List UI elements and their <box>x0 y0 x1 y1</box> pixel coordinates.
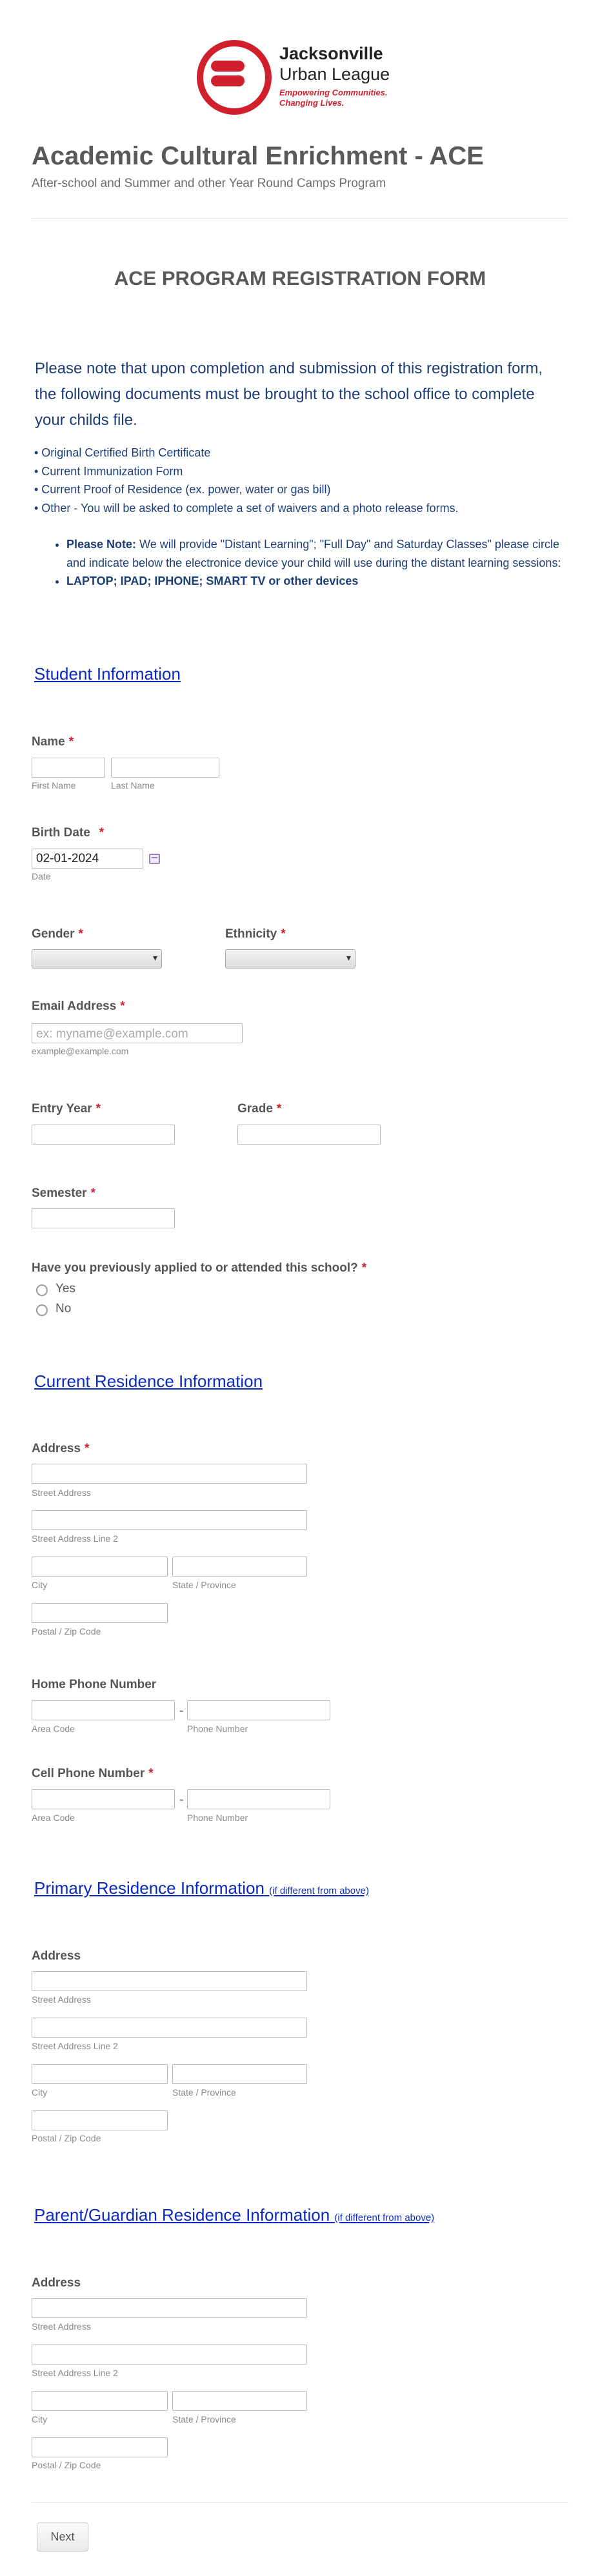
area-code-sublabel: Area Code <box>32 1813 75 1823</box>
city-sublabel: City <box>32 1580 48 1590</box>
note-item <box>66 535 570 572</box>
current-address-label: Address * <box>32 1442 90 1455</box>
state-sublabel: State / Province <box>172 2414 236 2424</box>
section-student-information: Student Information <box>34 664 181 683</box>
street-sublabel: Street Address <box>32 1488 91 1498</box>
birth-date-label: Birth Date * <box>32 826 105 840</box>
email-sublabel: example@example.com <box>32 1046 129 1056</box>
primary-street-input[interactable] <box>32 1971 307 1991</box>
first-name-sublabel: First Name <box>32 780 76 791</box>
section-current-residence: Current Residence Information <box>34 1372 263 1391</box>
street-sublabel: Street Address <box>32 2321 91 2332</box>
street-sublabel: Street Address <box>32 1994 91 2005</box>
city-sublabel: City <box>32 2087 48 2098</box>
street2-sublabel: Street Address Line 2 <box>32 2041 118 2051</box>
birth-date-input[interactable]: 02-01-2024 <box>32 849 143 869</box>
jul-logo <box>197 40 403 123</box>
next-button[interactable]: Next <box>37 2522 88 2551</box>
first-name-input[interactable] <box>32 758 105 778</box>
section-primary-residence: Primary Residence Information (if different from above) <box>34 1878 369 1898</box>
note-bold: Please Note: <box>66 538 137 551</box>
current-street2-input[interactable] <box>32 1510 307 1530</box>
entry-year-label: Entry Year * <box>32 1102 101 1116</box>
applied-before-label: Have you previously applied to or attended this school? * <box>32 1261 367 1275</box>
ethnicity-select[interactable] <box>225 949 355 968</box>
guardian-address-label: Address <box>32 2276 81 2290</box>
state-sublabel: State / Province <box>172 2087 236 2098</box>
applied-no-radio[interactable] <box>36 1304 48 1316</box>
chevron-down-icon: ▾ <box>152 952 157 963</box>
email-label: Email Address * <box>32 999 125 1013</box>
current-street-input[interactable] <box>32 1464 307 1484</box>
section-guardian-residence: Parent/Guardian Residence Information (if different from above) <box>34 2205 435 2225</box>
last-name-input[interactable] <box>111 758 219 778</box>
cell-area-code-input[interactable] <box>32 1789 175 1809</box>
phone-number-sublabel: Phone Number <box>187 1724 248 1734</box>
calendar-icon[interactable] <box>149 854 160 864</box>
document-item: • Current Immunization Form <box>34 464 183 478</box>
name-label: Name * <box>32 735 74 749</box>
applied-yes-radio[interactable] <box>36 1284 48 1296</box>
email-input[interactable]: ex: myname@example.com <box>32 1023 243 1043</box>
home-area-code-input[interactable] <box>32 1700 175 1720</box>
current-city-input[interactable] <box>32 1557 168 1577</box>
area-code-sublabel: Area Code <box>32 1724 75 1734</box>
guardian-street-input[interactable] <box>32 2298 307 2318</box>
postal-sublabel: Postal / Zip Code <box>32 2133 101 2143</box>
guardian-postal-input[interactable] <box>32 2437 168 2457</box>
note-list <box>66 535 570 591</box>
guardian-city-input[interactable] <box>32 2391 168 2411</box>
street2-sublabel: Street Address Line 2 <box>32 1533 118 1544</box>
grade-label: Grade * <box>237 1102 282 1116</box>
devices-text: LAPTOP; IPAD; IPHONE; SMART TV or other devices <box>66 575 359 587</box>
primary-note: (if different from above) <box>269 1885 369 1896</box>
applied-yes-label[interactable]: Yes <box>55 1282 75 1295</box>
street2-sublabel: Street Address Line 2 <box>32 2368 118 2378</box>
document-item: • Current Proof of Residence (ex. power, water or gas bill) <box>34 483 331 496</box>
home-phone-input[interactable] <box>187 1700 330 1720</box>
logo-bar-icon <box>211 61 245 72</box>
applied-no-label[interactable]: No <box>55 1302 72 1315</box>
cell-phone-input[interactable] <box>187 1789 330 1809</box>
form-title: ACE PROGRAM REGISTRATION FORM <box>114 267 486 290</box>
registration-notice: Please note that upon completion and submission of this registration form, the following documents must be brought to the school office to complete your childs file. <box>35 360 543 429</box>
semester-input[interactable] <box>32 1208 175 1228</box>
document-item: • Other - You will be asked to complete a set of waivers and a photo release forms. <box>34 501 459 515</box>
logo-tagline2: Changing Lives. <box>279 98 345 108</box>
documents-list <box>34 444 459 517</box>
guardian-state-input[interactable] <box>172 2391 307 2411</box>
primary-street2-input[interactable] <box>32 2018 307 2038</box>
date-sublabel: Date <box>32 871 51 881</box>
guardian-street2-input[interactable] <box>32 2345 307 2365</box>
logo-line1: Jacksonville <box>279 44 383 63</box>
ethnicity-label: Ethnicity * <box>225 927 286 941</box>
primary-address-label: Address <box>32 1949 81 1963</box>
current-postal-input[interactable] <box>32 1603 168 1623</box>
devices-item <box>66 572 570 591</box>
logo-line2: Urban League <box>279 64 390 84</box>
current-state-input[interactable] <box>172 1557 307 1577</box>
city-sublabel: City <box>32 2414 48 2424</box>
cell-phone-label: Cell Phone Number * <box>32 1767 154 1780</box>
phone-dash: - <box>179 1704 184 1718</box>
phone-number-sublabel: Phone Number <box>187 1813 248 1823</box>
primary-state-input[interactable] <box>172 2064 307 2084</box>
phone-dash: - <box>179 1793 184 1807</box>
page-title: Academic Cultural Enrichment - ACE <box>32 142 484 170</box>
last-name-sublabel: Last Name <box>111 780 155 791</box>
state-sublabel: State / Province <box>172 1580 236 1590</box>
note-text: We will provide "Distant Learning"; "Full Day" and Saturday Classes" please circle and indicate below the electronice device your child will use during the distant learning sessions: <box>66 538 561 569</box>
gender-label: Gender * <box>32 927 83 941</box>
logo-tagline1: Empowering Communities. <box>279 88 388 97</box>
semester-label: Semester * <box>32 1186 95 1200</box>
postal-sublabel: Postal / Zip Code <box>32 2460 101 2470</box>
chevron-down-icon: ▾ <box>346 952 351 963</box>
primary-postal-input[interactable] <box>32 2110 168 2130</box>
grade-input[interactable] <box>237 1125 381 1145</box>
postal-sublabel: Postal / Zip Code <box>32 1626 101 1637</box>
primary-city-input[interactable] <box>32 2064 168 2084</box>
gender-select[interactable] <box>32 949 162 968</box>
header-divider <box>32 218 568 219</box>
logo-bar-icon <box>211 75 245 86</box>
page-subtitle: After-school and Summer and other Year Round Camps Program <box>32 177 386 190</box>
home-phone-label: Home Phone Number <box>32 1678 157 1691</box>
guardian-note: (if different from above) <box>334 2212 435 2223</box>
document-item: • Original Certified Birth Certificate <box>34 446 211 459</box>
entry-year-input[interactable] <box>32 1125 175 1145</box>
